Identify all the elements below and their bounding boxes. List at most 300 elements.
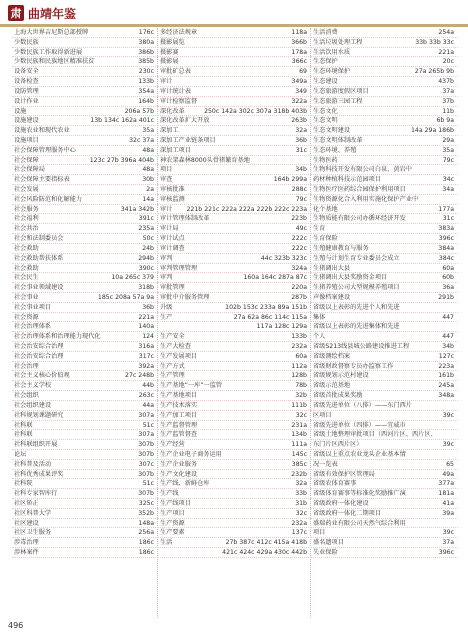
index-page-ref: 32b [295, 392, 307, 400]
index-entry [311, 165, 458, 175]
index-term: 社会救助 [14, 244, 39, 252]
index-term: 摄影展 [160, 58, 179, 66]
index-page-ref: 232a [291, 519, 307, 527]
index-page-ref: 27a 62a 86c 114c 115a [233, 313, 307, 321]
index-entry [158, 97, 311, 107]
index-entry [311, 67, 458, 77]
index-term: 生态旅游度假区项目 [313, 87, 369, 95]
index-term: 设备检查 [14, 78, 39, 86]
index-page-ref: 11b [442, 107, 454, 115]
index-term: 审批矿总表 [160, 68, 191, 76]
index-page-ref: 307a [138, 411, 154, 419]
index-page-ref: 60a [442, 264, 454, 272]
index-page-ref: 29a [442, 136, 454, 144]
index-entry [12, 489, 158, 499]
index-term: 个人 [313, 333, 326, 341]
index-entry [12, 185, 158, 195]
index-page-ref: 51c [142, 480, 154, 488]
index-term: 社会民生 [14, 274, 39, 282]
index-term: 社会保障管理服务中心 [14, 146, 76, 154]
index-page-ref: 318b [138, 284, 154, 292]
index-term: 失业保险 [313, 549, 338, 557]
index-page-ref: 287b [291, 293, 307, 301]
index-page-ref: 384a [438, 244, 454, 252]
index-term: 省级体育赛事等标准化奖励推广演 [313, 490, 406, 498]
index-term: 少数民族和民族地区精准扶贫 [14, 58, 95, 66]
index-entry [158, 87, 311, 97]
index-term: 生态文化 [313, 107, 338, 115]
index-page-ref: 36a [442, 284, 454, 292]
index-term: 生殖健康教育与服务 [313, 244, 369, 252]
index-term: 生产要素 [160, 529, 185, 537]
index-entry [12, 538, 158, 548]
index-entry [12, 470, 158, 480]
index-page-ref: 32c 37a [129, 136, 154, 144]
index-page-ref: 294b [138, 254, 154, 262]
index-term: 省级S213线县城公路建设推进工程 [313, 343, 410, 350]
index-entry [12, 332, 158, 342]
index-content [12, 28, 458, 618]
index-term: 生物科技开发有限公司白泉、黄岩中 [313, 166, 412, 174]
index-page-ref: 50c [142, 235, 154, 243]
index-page-ref: 111a [291, 441, 307, 449]
index-term: 社会治理 [14, 362, 39, 370]
index-entry [158, 28, 311, 38]
index-term: 少数民族 [14, 38, 39, 46]
index-entry [311, 391, 458, 401]
index-page-ref: 232b [291, 470, 307, 478]
index-entry [311, 126, 458, 136]
index-entry [311, 214, 458, 224]
index-entry [311, 362, 458, 372]
index-page-ref: 307b [138, 470, 154, 478]
index-term: 生育保险 [313, 235, 338, 243]
index-term: 生产文化建设 [160, 470, 198, 478]
index-page-ref: 222c [291, 235, 307, 243]
yearbook-logo [8, 2, 76, 24]
index-page-ref: 164b 299a [273, 176, 307, 184]
index-term: 社会保障局 [14, 166, 45, 174]
index-entry [158, 352, 311, 362]
index-term: 深加工项目 [160, 146, 191, 154]
index-entry [311, 322, 458, 332]
index-page-ref: 69 [299, 68, 307, 76]
index-page-ref: 48a [142, 166, 154, 174]
index-page-ref: 316a [138, 343, 154, 350]
index-page-ref: 421c 424c 429a 430c 442b [222, 549, 307, 557]
index-page-ref: 390c [138, 264, 154, 272]
index-term: 药材种植科技示范园项目 [313, 176, 382, 184]
index-term: 生产发展项目 [160, 352, 198, 360]
index-term: 生产监管督查 [160, 431, 198, 439]
index-term: 生产企业电子商务运用 [160, 450, 222, 458]
index-term: 涉毒治理 [14, 539, 39, 547]
index-entry [158, 283, 311, 293]
index-term: 审判 [160, 254, 173, 262]
index-page-ref: 34b [295, 166, 307, 174]
index-term: 审查 [160, 176, 173, 184]
index-entry [158, 460, 311, 470]
index-term: 摄影赛 [160, 48, 179, 56]
index-entry [158, 107, 311, 117]
index-term: 省级财政督察专员办监察工作 [313, 362, 394, 370]
index-entry [158, 479, 311, 489]
index-page-ref: 124 [142, 333, 154, 341]
index-term: 社科专家智库行 [14, 490, 58, 498]
index-page-ref: 307b [138, 441, 154, 449]
index-page-ref: 380a [138, 38, 154, 46]
index-page-ref: 133b [138, 78, 154, 86]
yearbook-title: 曲靖年鉴 [28, 6, 77, 21]
index-entry [311, 57, 458, 67]
index-term: 设计作业 [14, 97, 39, 105]
index-page-ref: 307c [138, 460, 154, 468]
index-term: 深化改革 [160, 107, 185, 115]
index-entry [311, 136, 458, 146]
index-term: 审计 [160, 78, 173, 86]
index-page-ref: 79c [295, 195, 307, 203]
index-page-ref: 128b [291, 372, 307, 380]
index-page-ref: 60b [442, 274, 454, 282]
index-entry [311, 254, 458, 264]
index-entry [311, 313, 458, 323]
index-term: 审判 [160, 274, 173, 282]
index-page-ref: 263c [138, 392, 154, 400]
index-term: 省级测绘档案 [313, 352, 351, 360]
index-entry [311, 332, 458, 342]
index-term: 生活 [160, 539, 173, 547]
page-header [0, 0, 468, 30]
index-term: 社会福利 [14, 215, 39, 223]
index-term: 生物医药 [313, 156, 338, 164]
index-page-ref: 223a [438, 362, 454, 370]
index-term: 生产方式 [160, 362, 185, 370]
index-page-ref: 20c [442, 58, 454, 66]
index-entry [12, 499, 158, 509]
index-entry [12, 28, 158, 38]
index-entry [311, 381, 458, 391]
index-entry [12, 126, 158, 136]
index-term: 社会和法制委员会 [14, 235, 64, 243]
index-term: 社会服务 [14, 205, 39, 213]
index-entry [12, 107, 158, 117]
index-entry [12, 146, 158, 156]
index-entry [311, 303, 458, 313]
index-page-ref: 230c [138, 68, 154, 76]
index-entry [158, 244, 311, 254]
index-entry [311, 489, 458, 499]
index-entry [311, 48, 458, 58]
index-term: 生活垃圾处理工程 [313, 38, 363, 46]
index-page-ref: 112a [291, 362, 307, 370]
index-entry [158, 430, 311, 440]
index-term: 社会组织 [14, 392, 39, 400]
index-entry [12, 519, 158, 529]
index-term: 生产线项目 [160, 500, 191, 507]
index-term: 省级土地整理审批项目（西河片区、西片区、 [313, 431, 437, 439]
index-term: 生殖与计划生育专业委员会成立 [313, 254, 400, 262]
index-entry [12, 156, 158, 166]
index-page-ref: 36b [295, 136, 307, 144]
index-term: 省级以上重点农业龙头企业基本情 [313, 450, 406, 458]
index-term: 省级有效保护区管理局 [313, 470, 375, 478]
index-entry [158, 548, 311, 558]
index-page-ref: 24b [142, 244, 154, 252]
index-term: 生产线 [160, 490, 179, 498]
index-entry [12, 293, 158, 303]
index-term: 社科规划课题研究 [14, 411, 64, 419]
index-entry [158, 401, 311, 411]
index-term: 社科优秀成果评奖 [14, 470, 64, 478]
index-page-ref: 133b [291, 333, 307, 341]
index-page-ref: 44a [142, 401, 154, 409]
index-term: 项目 [160, 166, 173, 174]
index-term: 审计试点 [160, 235, 185, 243]
index-entry [12, 391, 158, 401]
index-entry [12, 450, 158, 460]
index-term: 社会事业项目 [14, 303, 52, 311]
index-page-ref: 291b [438, 293, 454, 301]
index-entry [311, 77, 458, 87]
index-term: 社会主义学校 [14, 382, 52, 390]
index-term: 社会救助帮扶体系 [14, 254, 64, 262]
index-entry [158, 332, 311, 342]
index-entry [311, 450, 458, 460]
index-entry [158, 381, 311, 391]
index-entry [12, 273, 158, 283]
index-entry [158, 48, 311, 58]
index-entry [12, 205, 158, 215]
index-term: 生活饮用水质 [313, 48, 351, 56]
index-entry [158, 322, 311, 332]
index-entry [311, 28, 458, 38]
index-page-ref: 396c [438, 549, 454, 557]
index-term: 社会共治 [14, 225, 39, 233]
index-page-ref: 36b [142, 303, 154, 311]
index-entry [158, 185, 311, 195]
index-term: 省级政府一体化二期项目 [313, 509, 382, 517]
index-entry [311, 440, 458, 450]
index-entry [311, 479, 458, 489]
index-entry [158, 254, 311, 264]
index-entry [158, 489, 311, 499]
index-entry [12, 234, 158, 244]
index-entry [12, 342, 158, 352]
index-page-ref: 118a [291, 29, 307, 36]
index-page-ref: 206a 57b [124, 107, 154, 115]
index-term: 上海大世界吉尼斯总部授牌 [14, 29, 89, 36]
index-term: 审计调查 [160, 244, 185, 252]
index-term: 生态文明 [313, 117, 338, 125]
index-entry [12, 411, 158, 421]
index-page-ref: 221b 221c 222a 222a 222b 222c 223a [186, 205, 307, 213]
index-entry [158, 499, 311, 509]
index-page-ref: 6b 9a [436, 117, 454, 125]
index-term: 省级首批成果奖励 [313, 392, 363, 400]
index-page-ref: 48a [142, 146, 154, 154]
index-term: 生产加工项目 [160, 411, 198, 419]
index-page-ref: 325c [138, 500, 154, 507]
index-page-ref: 221a [438, 48, 454, 56]
index-entry [12, 67, 158, 77]
index-page-ref: 385b [138, 58, 154, 66]
index-entry [158, 293, 311, 303]
index-entry [158, 126, 311, 136]
index-term: 生产资源 [160, 519, 185, 527]
index-term: 省级先进单位（八排）——东门西片 [313, 401, 412, 409]
index-term: 社会风险防范和化解能力 [14, 195, 83, 203]
index-entry [311, 401, 458, 411]
index-page-ref: 177a [438, 205, 454, 213]
index-term: 声像档案建设 [313, 293, 351, 301]
index-page-ref: 32c [295, 411, 307, 419]
index-entry [12, 362, 158, 372]
index-page-ref: 341a 342b [120, 205, 154, 213]
index-entry [311, 156, 458, 166]
index-term: 社会保障主要指标表 [14, 176, 70, 184]
index-entry [158, 214, 311, 224]
index-term: 省级以上表彰的先进集体和先进 [313, 323, 400, 331]
index-term: 设施项目 [14, 136, 39, 144]
index-page-ref: 324a [291, 264, 307, 272]
index-term: 省级先进单位（四排）——宜威市 [313, 421, 406, 429]
index-term: 社会主义核心价值观 [14, 372, 70, 380]
index-page-ref: 391c [138, 215, 154, 223]
index-entry [311, 460, 458, 470]
index-column-2 [158, 28, 311, 618]
index-entry [311, 185, 458, 195]
index-page-ref: 384c [438, 254, 454, 262]
index-page-ref: 32a [295, 127, 307, 135]
index-term: 盛瑞药业有限公司天然气综合利用 [313, 519, 406, 527]
index-entry [311, 548, 458, 558]
index-page-ref: 221a [138, 313, 154, 321]
index-entry [12, 313, 158, 323]
index-entry [311, 107, 458, 117]
index-entry [311, 430, 458, 440]
index-page-ref: 102b 153c 233a 89a 151b [225, 303, 307, 311]
index-entry [158, 342, 311, 352]
index-entry [12, 352, 158, 362]
page-number: 496 [8, 621, 24, 630]
index-page-ref: 148a [138, 519, 154, 527]
index-entry [12, 322, 158, 332]
index-term: 深化改革扩大开放 [160, 117, 210, 125]
index-entry [12, 97, 158, 107]
index-term: 深加工 [160, 127, 179, 135]
index-term: 多经济法规章 [160, 29, 198, 36]
index-term: 区项目 [313, 411, 332, 419]
index-entry [158, 303, 311, 313]
index-entry [12, 254, 158, 264]
index-page-ref: 39a [442, 509, 454, 517]
index-page-ref: 123c 27b 396a 404b [89, 156, 154, 164]
index-term: 审计局 [160, 225, 179, 233]
index-term: 生猪调出大县奖励资金项目 [313, 274, 388, 282]
index-entry [158, 234, 311, 244]
index-page-ref: 366c [291, 58, 307, 66]
index-entry [158, 156, 311, 166]
index-entry [158, 273, 311, 283]
index-entry [311, 224, 458, 234]
index-page-ref: 111b [291, 401, 307, 409]
index-term: 社会救助 [14, 264, 39, 272]
index-entry [12, 214, 158, 224]
index-term: 少数民族工作取得新进展 [14, 48, 83, 56]
index-entry [158, 67, 311, 77]
index-page-ref: 140a [138, 323, 154, 331]
index-term: 生产线、新鲜仓库 [160, 480, 210, 488]
index-page-ref: 32c [295, 509, 307, 517]
index-entry [12, 421, 158, 431]
index-page-ref: 65 [446, 460, 454, 468]
index-term: 东门片区西片区） [313, 441, 363, 449]
index-entry [311, 411, 458, 421]
index-term: 生产基地“一库”一监管 [160, 382, 223, 390]
index-term: 深加工产业链条项目 [160, 136, 216, 144]
index-entry [158, 165, 311, 175]
index-entry [12, 460, 158, 470]
index-term: 生物资源化合入利用实施化保护产业中 [313, 195, 419, 203]
index-term: 项目 [313, 529, 326, 537]
index-page-ref: 160a 164c 287a 87c [243, 274, 307, 282]
index-entry [12, 38, 158, 48]
index-entry [12, 57, 158, 67]
index-page-ref: 288c [291, 186, 307, 193]
index-term: 社科联组织开展 [14, 441, 58, 449]
index-page-ref: 39c [442, 441, 454, 449]
index-term: 审计统计表 [160, 87, 191, 95]
index-entry [311, 38, 458, 48]
index-term: 社区建设 [14, 519, 39, 527]
index-term: 省级农体育赛事 [313, 480, 357, 488]
index-entry [12, 195, 158, 205]
index-term: 摄影展览 [160, 38, 185, 46]
index-entry [158, 146, 311, 156]
index-page-ref: 392a [138, 362, 154, 370]
index-page-ref: 231a [291, 421, 307, 429]
index-page-ref: 41a [442, 500, 454, 507]
index-term: 盛名遗项目 [313, 539, 344, 547]
index-page-ref: 35a [142, 127, 154, 135]
index-term: 社会保障 [14, 156, 39, 164]
index-page-ref: 263b [291, 117, 307, 125]
index-entry [311, 371, 458, 381]
index-entry [12, 479, 158, 489]
logo-emblem: 肃 [8, 5, 24, 21]
index-term: 生产经营 [160, 441, 185, 449]
index-term: 社科普及活动 [14, 460, 52, 468]
index-entry [158, 411, 311, 421]
index-term: 生活消费 [313, 29, 338, 36]
index-term: 社会发展 [14, 186, 39, 193]
index-entry [311, 528, 458, 538]
index-page-ref: 30b [142, 176, 154, 184]
index-page-ref: 49c [295, 225, 307, 233]
index-entry [311, 293, 458, 303]
index-entry [311, 244, 458, 254]
index-entry [311, 234, 458, 244]
index-entry [158, 362, 311, 372]
index-page-ref: 185c 208a 57a 9a [97, 293, 154, 301]
index-term: 况一览表 [313, 460, 338, 468]
index-term: 社会治安综合治理 [14, 343, 64, 350]
index-page-ref: 348a [438, 392, 454, 400]
index-page-ref: 33b 33b 33c [415, 38, 454, 46]
index-entry [311, 146, 458, 156]
index-page-ref: 307b [138, 490, 154, 498]
index-term: 生育 [313, 225, 326, 233]
